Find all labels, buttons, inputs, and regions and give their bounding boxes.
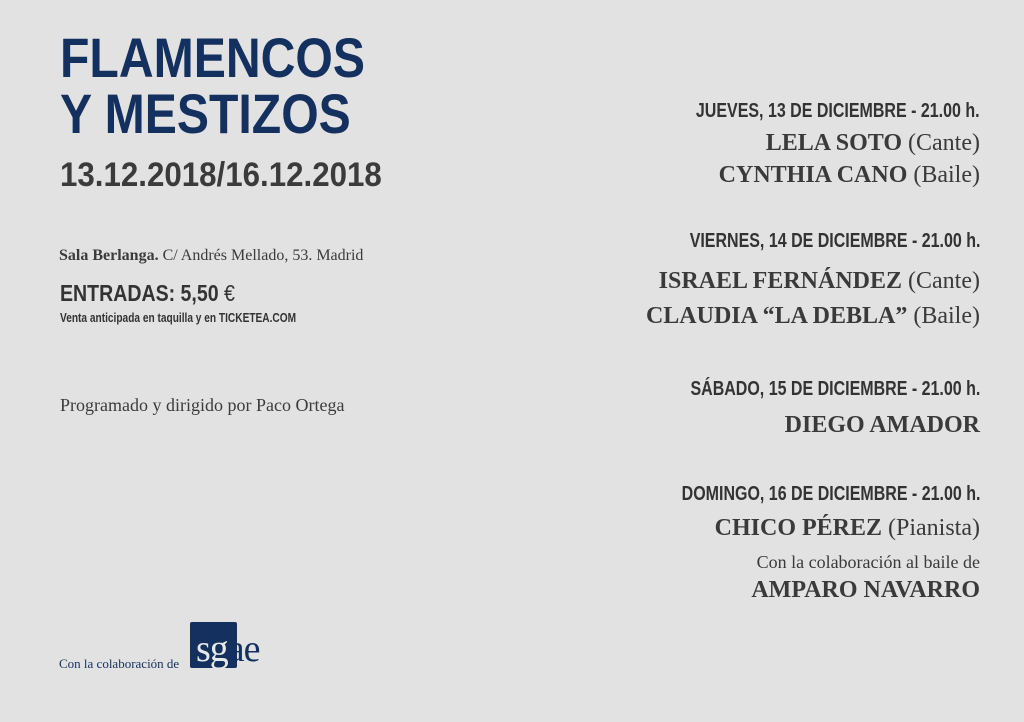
artist-line: CYNTHIA CANO (Baile) (718, 162, 980, 188)
guest-artist: AMPARO NAVARRO (751, 577, 980, 603)
venue-name: Sala Berlanga. (59, 247, 159, 264)
title-line-2: Y MESTIZOS (60, 82, 351, 145)
event-heading: VIERNES, 14 DE DICIEMBRE - 21.00 h. (689, 230, 980, 252)
collaboration-label: Con la colaboración de (59, 656, 180, 671)
presale-info: Venta anticipada en taquilla y en TICKETEA.COM (60, 310, 297, 325)
sgae-logo: sgae (196, 628, 260, 670)
event-heading: SÁBADO, 15 DE DICIEMBRE - 21.00 h. (690, 378, 980, 400)
artist-line: CHICO PÉREZ (Pianista) (714, 515, 980, 541)
euro-icon: € (224, 280, 235, 306)
venue-address: C/ Andrés Mellado, 53. Madrid (162, 247, 364, 264)
artist-line: DIEGO AMADOR (784, 412, 980, 438)
artist-line: ISRAEL FERNÁNDEZ (Cante) (658, 268, 980, 294)
event-day-1 (625, 100, 980, 191)
date-range: 13.12.2018/16.12.2018 (60, 156, 382, 194)
title-line-1: FLAMENCOS (60, 26, 366, 89)
artist-line: CLAUDIA “LA DEBLA” (Baile) (645, 303, 980, 329)
event-day-2 (617, 230, 980, 333)
programmed-by: Programado y dirigido por Paco Ortega (60, 395, 345, 415)
price-label: ENTRADAS: 5,50 (60, 280, 219, 306)
event-heading: DOMINGO, 16 DE DICIEMBRE - 21.00 h. (681, 483, 980, 505)
event-title (60, 26, 366, 145)
event-heading: JUEVES, 13 DE DICIEMBRE - 21.00 h. (696, 100, 980, 122)
event-day-4 (607, 483, 980, 604)
collaboration-note: Con la colaboración al baile de (756, 552, 980, 572)
artist-line: LELA SOTO (Cante) (765, 130, 980, 156)
venue-info (59, 247, 363, 265)
event-day-3 (618, 378, 980, 441)
ticket-price (60, 280, 235, 307)
